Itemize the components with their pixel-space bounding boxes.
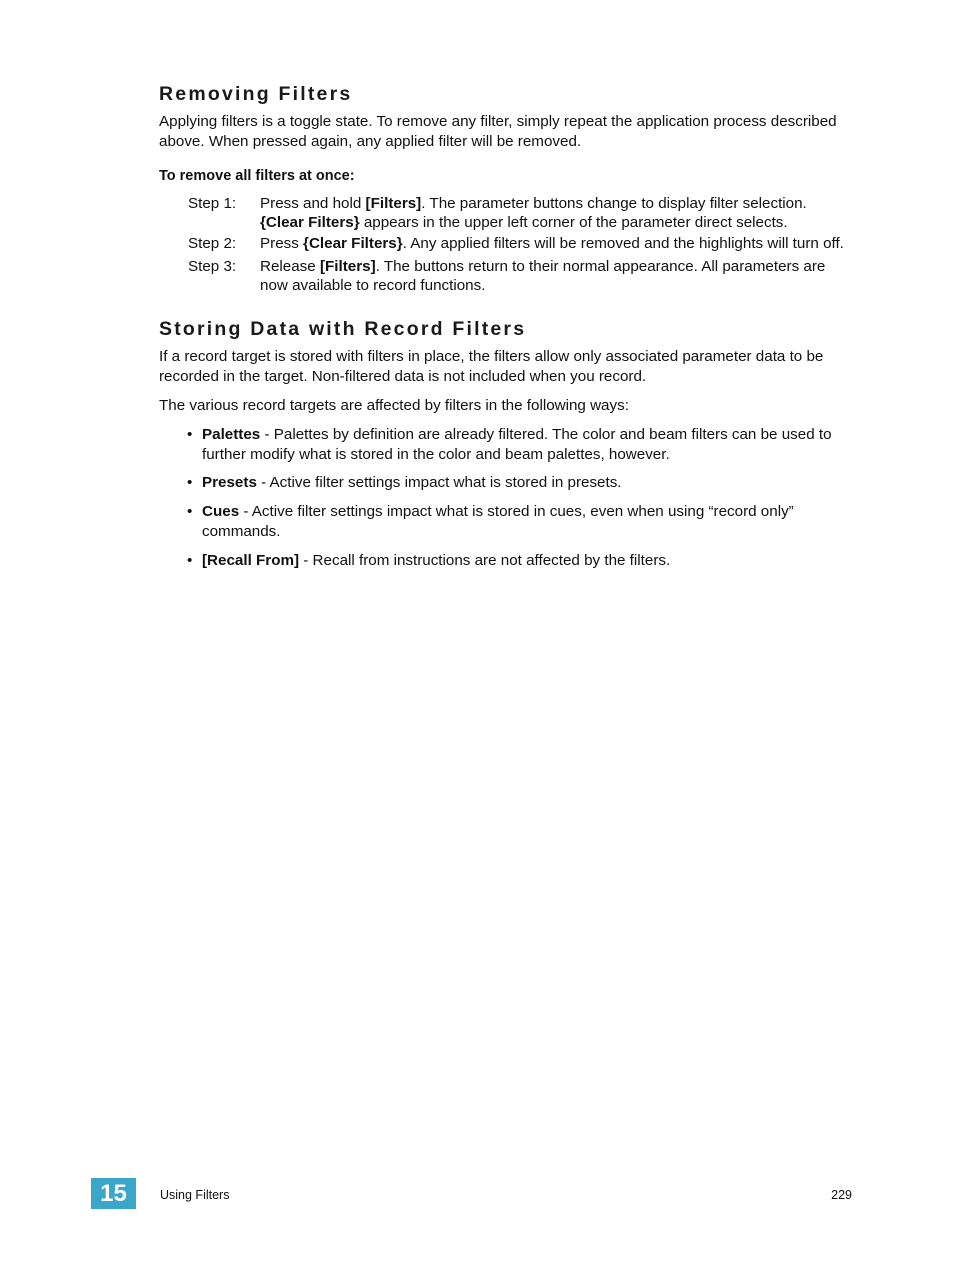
step-text: Press and hold [Filters]. The parameter buttons change to display filter selection. {Clear Filters} appears in the upper left corner of the parameter direct selects. xyxy=(260,195,807,231)
remove-all-subheading: To remove all filters at once: xyxy=(159,168,355,184)
bullet-icon: • xyxy=(187,474,193,491)
list-item: • Palettes - Palettes by definition are already filtered. The color and beam filters can be used to further modify what is stored in the color and beam palettes, however. xyxy=(187,426,832,463)
list-item: • Cues - Active filter settings impact what is stored in cues, even when using “record only” commands. xyxy=(187,503,794,540)
step-text: Press {Clear Filters}. Any applied filters will be removed and the highlights will turn off. xyxy=(260,235,844,252)
bullet-icon: • xyxy=(187,426,193,443)
page-content xyxy=(159,80,854,571)
step-3 xyxy=(188,257,854,295)
step-label: Step 2: xyxy=(188,235,237,252)
removing-filters-intro: Applying filters is a toggle state. To remove any filter, simply repeat the application process described above. When pressed again, any applied filter will be removed. xyxy=(159,113,837,150)
step-1 xyxy=(188,194,854,232)
bullet-icon: • xyxy=(187,552,193,569)
record-targets-list xyxy=(187,425,854,571)
steps-list xyxy=(188,194,854,295)
step-text: Release [Filters]. The buttons return to their normal appearance. All parameters are now available to record functions. xyxy=(260,258,826,294)
section-heading-storing-data: Storing Data with Record Filters xyxy=(159,318,527,340)
storing-data-para-2: The various record targets are affected by filters in the following ways: xyxy=(159,397,629,414)
step-2 xyxy=(188,234,854,253)
step-label: Step 3: xyxy=(188,258,237,275)
chapter-number-badge: 15 xyxy=(91,1178,136,1209)
step-label: Step 1: xyxy=(188,195,237,212)
footer-chapter-title: Using Filters xyxy=(160,1188,230,1202)
list-item: • Presets - Active filter settings impact what is stored in presets. xyxy=(187,474,622,491)
section-heading-removing-filters: Removing Filters xyxy=(159,83,353,105)
list-item: • [Recall From] - Recall from instructions are not affected by the filters. xyxy=(187,552,671,569)
storing-data-para-1: If a record target is stored with filters in place, the filters allow only associated parameter data to be recorded in the target. Non-filtered data is not included when you record. xyxy=(159,348,824,385)
page-number: 229 xyxy=(831,1188,852,1202)
bullet-icon: • xyxy=(187,503,193,520)
